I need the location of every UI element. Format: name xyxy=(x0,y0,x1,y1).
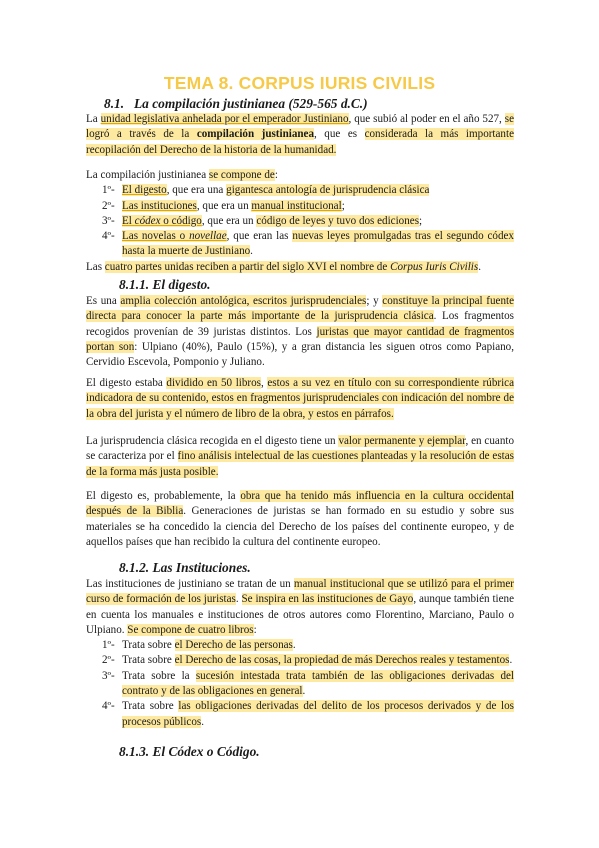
list-item: 4º- Trata sobre las obligaciones derivadas del delito de los procesos derivados y de los procesos públicos. xyxy=(102,700,514,728)
highlight: cuatro partes unidas reciben a partir del siglo XVI el nombre de Corpus Iuris Civilis xyxy=(104,260,479,273)
highlight: juristas que mayor cantidad de fragmentos portan son xyxy=(86,325,515,353)
highlight: Las novelas o novellae xyxy=(122,230,227,243)
paragraph-digesto-3: La jurisprudencia clásica recogida en el digesto tiene un valor permanente y ejemplar, en cuanto se caracteriza por el fino análisis intelectual de las cuestiones planteadas y la resolución de estas de la forma más justa posible. xyxy=(86,435,515,478)
highlight: manual institucional xyxy=(251,199,342,212)
document-title: TEMA 8. CORPUS IURIS CIVILIS xyxy=(163,73,436,93)
highlight: amplia colección antológica, escritos jurisprudenciales xyxy=(120,295,367,307)
list-item: 4º- Las novelas o novellae, que eran las nuevas leyes promulgadas tras el segundo códex hasta la muerte de Justiniano. xyxy=(102,230,514,258)
list-item: 2º- Las instituciones, que era un manual institucional; xyxy=(102,199,345,212)
highlight: el Derecho de las cosas, la propiedad de más Derechos reales y testamentos xyxy=(174,654,510,667)
highlight: dividido en 50 libros xyxy=(166,377,261,389)
highlight: unidad legislativa anhelada por el emperador Justiniano xyxy=(100,113,349,125)
highlight: Se compone de cuatro libros xyxy=(127,623,254,636)
highlight: Las instituciones xyxy=(122,199,197,212)
highlight: manual institucional que se utilizó para el primer curso de formación de los juristas xyxy=(86,578,514,606)
highlight: el Derecho de las personas xyxy=(174,639,293,652)
section-heading-8-1-3: 8.1.3. El Códex o Código. xyxy=(119,744,260,759)
section-number: 8.1. xyxy=(104,96,125,111)
highlight: El códex o código xyxy=(122,214,202,227)
highlight: nuevas leyes promulgadas tras el segundo códex hasta la muerte de Justiniano xyxy=(122,230,514,258)
paragraph-digesto-4: El digesto es, probablemente, la obra que ha tenido más influencia en la cultura occidental después de la Biblia. Generaciones de juristas se han formado en su estudio y sobre sus materiales se ha concedido la ciencia del Derecho de los países del continente europeo, y de aquellos países que han recibido la cultura del continente europeo. xyxy=(86,490,515,548)
highlight: se compone de xyxy=(208,169,275,181)
list-item: 1º- Trata sobre el Derecho de las personas. xyxy=(102,639,296,652)
list-item: 2º- Trata sobre el Derecho de las cosas, la propiedad de más Derechos reales y testamentos. xyxy=(102,654,513,667)
highlight: gigantesca antología de jurisprudencia clásica xyxy=(226,184,430,197)
highlight: valor permanente y ejemplar xyxy=(338,435,466,447)
highlight: obra que ha tenido más influencia en la cultura occidental después de la Biblia xyxy=(86,490,515,518)
highlight: se logró a través de la compilación justinianea xyxy=(86,113,514,141)
highlight: considerada la más importante recopilación del Derecho de la historia de la humanidad. xyxy=(86,128,514,156)
highlight: constituye la principal fuente directa para conocer la parte más importante de la jurisprudencia clásica xyxy=(86,295,514,323)
list-item: 3º- Trata sobre la sucesión intestada trata también de las obligaciones derivadas del contrato y de las obligaciones en general. xyxy=(102,669,515,698)
paragraph-digesto-2: El digesto estaba dividido en 50 libros, estos a su vez en título con su correspondiente rúbrica indicadora de su contenido, estos en fragmentos jurisprudenciales con indicación del nombre de la obra del jurista y el número de libro de la obra, y estos en párrafos. xyxy=(86,377,514,420)
section-heading-8-1-1: 8.1.1. El digesto. xyxy=(119,277,211,292)
highlight: Se inspira en las instituciones de Gayo xyxy=(241,593,414,606)
paragraph-instituciones: Las instituciones de justiniano se tratan de un manual institucional que se utilizó para el primer curso de formación de los juristas. Se inspira en las instituciones de Gayo, aunque también tiene en cuenta los manuales e instituciones de otros autores como Florentino, Marciano, Paulo o Ulpiano. Se compone de cuatro libros: 1º- Trata sobre el Derecho de las personas. 2º- Trata sobre el Derecho de las cosas, la propiedad de más Derechos reales y testamentos. 3º- Trata sobre la sucesión intestada trata también de las obligaciones derivadas del contrato y de las obligaciones en general. 4º- Trata sobre las obligaciones derivadas del delito de los procesos derivados y de los procesos públicos. xyxy=(86,577,514,730)
highlight: las obligaciones derivadas del delito de los procesos derivados y de los procesos públicos xyxy=(122,700,514,728)
highlight: sucesión intestada trata también de las obligaciones derivadas del contrato y de las obligaciones en general xyxy=(122,669,515,698)
paragraph-compilation-intro: La unidad legislativa anhelada por el emperador Justiniano, que subió al poder en el año 527, se logró a través de la compilación justinianea, que es considerada la más importante recopilación del Derecho de la historia de la humanidad. xyxy=(86,113,514,156)
highlight: código de leyes y tuvo dos ediciones xyxy=(256,214,420,227)
highlight: estos a su vez en título con su correspondiente rúbrica indicadora de su contenido, estos en fragmentos jurisprudenciales con indicación del nombre de la obra del jurista y el número de libro de la obra, y estos en párrafos. xyxy=(86,377,514,420)
list-item: 3º- El códex o código, que era un código de leyes y tuvo dos ediciones; xyxy=(102,214,423,227)
section-heading-8-1 xyxy=(104,96,368,112)
paragraph-composition: La compilación justinianea se compone de: 1º- El digesto, que era una gigantesca antología de jurisprudencia clásica 2º- Las instituciones, que era un manual institucional; 3º- El códex o código, que era un código de leyes y tuvo dos ediciones; 4º- Las novelas o novellae, que eran las nuevas leyes promulgadas tras el segundo códex hasta la muerte de Justiniano. Las cuatro partes unidas reciben a partir del siglo XVI el nombre de Corpus Iuris Civilis. xyxy=(86,169,514,273)
highlight: El digesto xyxy=(122,184,167,197)
bold-term: compilación justinianea xyxy=(196,128,315,141)
section-heading-text: La compilación justinianea (529-565 d.C.) xyxy=(134,96,368,111)
list-item: 1º- El digesto, que era una gigantesca antología de jurisprudencia clásica xyxy=(102,184,430,197)
highlight: fino análisis intelectual de las cuestiones planteadas y la resolución de estas de la forma más justa posible. xyxy=(86,450,514,478)
section-heading-8-1-2: 8.1.2. Las Instituciones. xyxy=(119,560,251,575)
paragraph-digesto-1: Es una amplia colección antológica, escritos jurisprudenciales; y constituye la principal fuente directa para conocer la parte más importante de la jurisprudencia clásica. Los fragmentos recogidos provenían de 39 juristas distintos. Los juristas que mayor cantidad de fragmentos portan son: Ulpiano (40%), Paulo (15%), y a gran distancia les siguen otros como Papiano, Cervidio Escevola, Pomponio y Juliano. xyxy=(86,295,515,369)
